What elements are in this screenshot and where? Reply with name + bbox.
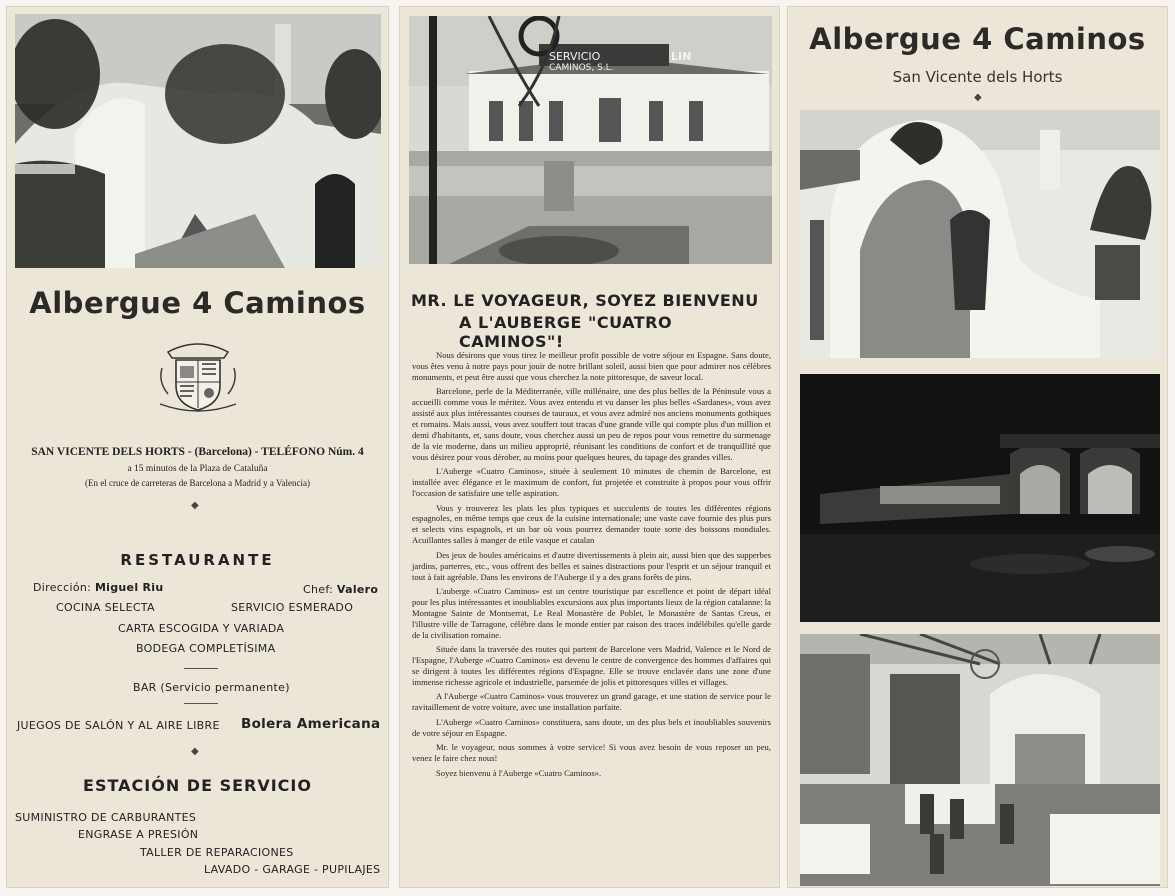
address-line: SAN VICENTE DELS HORTS - (Barcelona) - TELÉFONO Núm. 4	[31, 446, 364, 458]
paragraph: Vous y trouverez les plats les plus typiques et succulents de toutes les différentes régions espagnoles, en même temps que ceux de la cuisine internationale; une vaste cave fournie des plus purs et selects vins espagnols, et un bar où vous pourrez demander toute sorte des boissons mondiales. Acuillantes salles à manger de etile vasque et catalan	[412, 502, 771, 546]
ornament-diamond: ◆	[191, 500, 199, 511]
station-sign-text: SERVICIO	[549, 50, 601, 63]
right-title: Albergue 4 Caminos	[809, 22, 1146, 56]
divider	[184, 703, 218, 704]
bodega-completisima: BODEGA COMPLETÍSIMA	[136, 642, 276, 655]
ornament-diamond: ◆	[974, 92, 982, 103]
photo-dining-room	[800, 634, 1160, 886]
paragraph: Barcelone, perle de la Méditerranée, ville millénaire, une des plus belles de la Péninsule vous a accueilli comme vous le méritez. Vous avez entendu et vu danser les plus belles «Sardanes», vous avez assisté aux plus intéressantes courses de tauraux, et vous avez admiré nos anciens monuments gothiques et romains. Mais aussi, vous avez souffert tout tracas d'une grande ville qui compte plus d'un million et demi d'habitants, et, sans doute, vous cherchez aussi un peu de repos pour vous remettre du surmenage de la vie moderne, dans un milieu approprié, réunisant les conditions de confort et de tranquillité que vous désirez pour vous dérober, au moins pour quelques heures, du tapage des grandes villes.	[412, 386, 771, 462]
left-panel	[6, 6, 389, 888]
paragraph: Nous désirons que vous tirez le meilleur profit possible de votre séjour en Espagne. Sans doute, vous êtes venu à notre pays pour jouir de notre brillant soleil, aussi bien que pour admirer nos célèbres monuments, et peut être aussi que vous cherchez la note pittoresque, de saveur local.	[412, 350, 771, 382]
paragraph: L'auberge «Cuatro Caminos» est un centre touristique par excellence et point de départ idéal pour les plus intéressantes et inoubliables excursions aux plus importants lieux de la région catalanne: la Montagne Sainte de Montserrat, Le Real Monastère de Poblet, le Monastère de Santas Creus, et l'illustre ville de Tarragone, célèbre dans le monde entier par raison des traces indélébiles qu'elle garde de la civilisation romaine.	[412, 586, 771, 640]
carta-escogida: CARTA ESCOGIDA Y VARIADA	[118, 622, 285, 635]
welcome-heading-line1: MR. LE VOYAGEUR, SOYEZ BIENVENU	[411, 291, 759, 310]
divider	[184, 668, 218, 669]
right-panel	[787, 6, 1168, 888]
juegos-line: JUEGOS DE SALÓN Y AL AIRE LIBRE	[17, 719, 220, 732]
servicio-esmerado: SERVICIO ESMERADO	[231, 601, 354, 614]
paragraph: Située dans la traversée des routes qui partent de Barcelone vers Madrid, Valence et le Nord de l'Espagne, l'Auberge «Cuatro Caminos» est devenu le centre de convergence des hommes d'affaires qui se dirigent à toutes les différentes régions d'Espagne. Elle se trouve enclavée dans une zone d'une immense richesse agricole et industrielle, parsemée de jolis et pittoresques villes et villages.	[412, 644, 771, 687]
bolera-americana: Bolera Americana	[241, 716, 381, 732]
direction-name: Miguel Riu	[94, 581, 164, 594]
paragraph: L'Auberge «Cuatro Caminos», située à seulement 10 minutes de chemin de Barcelone, est installée avec élégance et le maximum de confort, fut projetée et construite à propos pour vous offrir l'occasion de satisfaire une telle aspiration.	[412, 466, 771, 499]
station-item-taller: TALLER DE REPARACIONES	[140, 846, 294, 859]
station-sign-text3: LIN	[671, 50, 692, 63]
station-heading: ESTACIÓN DE SERVICIO	[83, 776, 312, 795]
chef-name: Valero	[336, 583, 379, 596]
photo-arch-courtyard	[800, 110, 1160, 358]
station-sign-text2: CAMINOS, S.L.	[549, 63, 614, 73]
photo-service-station	[409, 16, 772, 264]
crossing-line: (En el cruce de carreteras de Barcelona a Madrid y a Valencia)	[85, 478, 310, 488]
direction-label	[33, 581, 164, 594]
photo-night-arcade	[800, 374, 1160, 622]
restaurant-heading: RESTAURANTE	[120, 551, 275, 569]
left-title: Albergue 4 Caminos	[29, 286, 366, 320]
paragraph: Soyez bienvenu à l'Auberge «Cuatro Caminos».	[436, 767, 602, 778]
cocina-selecta: COCINA SELECTA	[56, 601, 155, 614]
welcome-heading-line2: A L'AUBERGE "CUATRO CAMINOS"!	[459, 313, 673, 351]
chef-label-text: Chef:	[303, 583, 334, 596]
right-subtitle: San Vicente dels Horts	[892, 68, 1063, 86]
chef-label	[303, 583, 378, 596]
coat-of-arms-icon	[158, 338, 238, 416]
photo-courtyard-entrance	[15, 14, 381, 268]
station-item-carburantes: SUMINISTRO DE CARBURANTES	[15, 811, 197, 824]
station-item-engrase: ENGRASE A PRESIÓN	[78, 828, 199, 841]
station-item-lavado: LAVADO - GARAGE - PUPILAJES	[204, 863, 381, 876]
ornament-diamond: ◆	[191, 746, 199, 757]
direction-label-text: Dirección:	[33, 581, 92, 594]
middle-panel	[399, 6, 780, 888]
paragraph: L'Auberge «Cuatro Caminos» constituera, sans doute, un des plus bels et inoubliables souvenirs de votre séjour en Espagne.	[412, 716, 771, 738]
paragraph: Mr. le voyageur, nous sommes à votre service! Si vous avez besoin de vous reposer un peu, venez le faire chez nous!	[412, 742, 771, 764]
paragraph: Des jeux de boules américains et d'autre divertissements à plein air, aussi bien que des supperbes jardins, parterres, etc., vous offrent des belles et saines distractions pour l'esprit et un séjour tranquil et tout à fait agréable. Dans les environs de l'Auberge il y a des grans forêts de pins.	[412, 549, 771, 582]
paragraph: A l'Auberge «Cuatro Caminos» vous trouverez un grand garage, et une station de service pour le ravitaillement de votre voiture, avec une installation parfaite.	[412, 691, 771, 713]
distance-line: a 15 minutos de la Plaza de Cataluña	[127, 464, 268, 474]
welcome-body	[412, 350, 771, 782]
bar-line: BAR (Servicio permanente)	[133, 681, 290, 694]
